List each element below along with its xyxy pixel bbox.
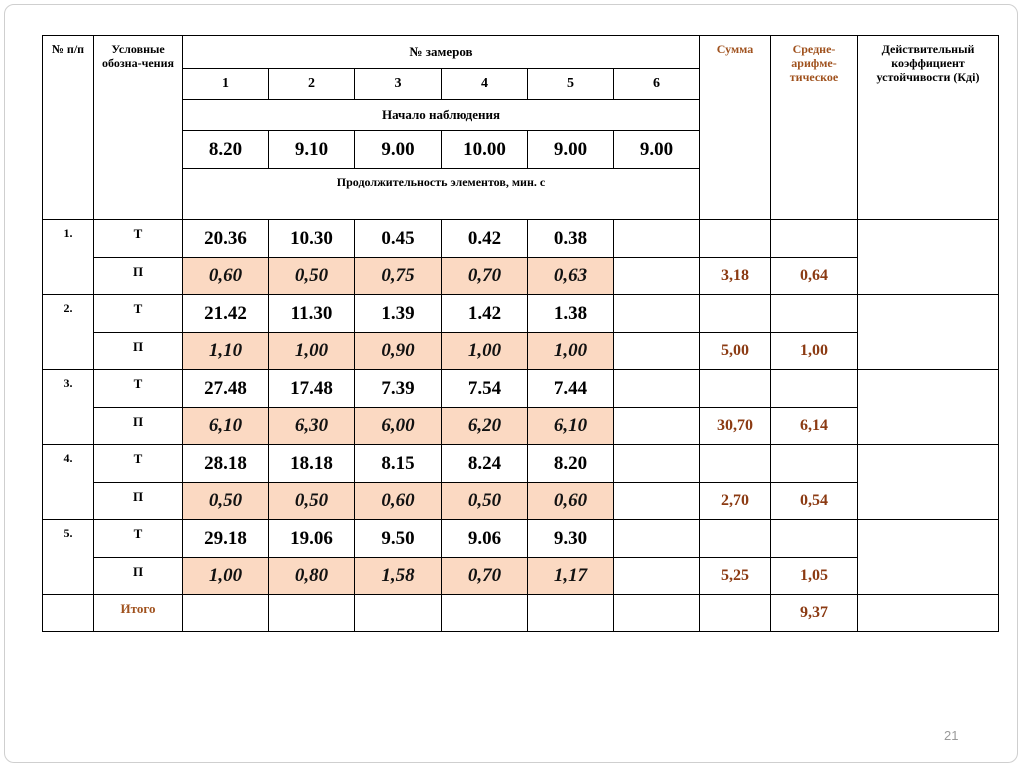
value-p: 1,00	[442, 333, 528, 370]
empty-cell	[771, 370, 858, 408]
sum-value: 30,70	[700, 408, 771, 445]
symbol-t: Т	[94, 370, 183, 408]
mean-value: 0,54	[771, 483, 858, 520]
empty-cell	[614, 408, 700, 445]
observation-table	[42, 35, 999, 632]
symbol-t: Т	[94, 220, 183, 258]
table-row	[43, 370, 999, 408]
table-row	[43, 558, 999, 595]
measure-number: 6	[614, 69, 700, 100]
value-t: 8.20	[528, 445, 614, 483]
header-coef: Действительный коэффициент устойчивости (Кдi)	[858, 36, 999, 220]
table-row	[43, 333, 999, 370]
empty-cell	[771, 295, 858, 333]
empty-cell	[43, 595, 94, 632]
table-row	[43, 483, 999, 520]
value-t: 10.30	[269, 220, 355, 258]
symbol-p: П	[94, 558, 183, 595]
empty-cell	[700, 520, 771, 558]
empty-cell	[614, 520, 700, 558]
table-row	[43, 520, 999, 558]
empty-cell	[614, 220, 700, 258]
value-t: 8.24	[442, 445, 528, 483]
empty-cell	[614, 595, 700, 632]
value-p: 1,00	[269, 333, 355, 370]
empty-cell	[614, 445, 700, 483]
value-t: 9.30	[528, 520, 614, 558]
start-time: 9.10	[269, 131, 355, 169]
value-p: 6,10	[183, 408, 269, 445]
empty-cell	[771, 220, 858, 258]
value-t: 21.42	[183, 295, 269, 333]
coef-cell	[858, 520, 999, 595]
value-p: 1,58	[355, 558, 442, 595]
table-row	[43, 258, 999, 295]
sum-value: 5,00	[700, 333, 771, 370]
empty-cell	[700, 220, 771, 258]
sum-value: 5,25	[700, 558, 771, 595]
value-t: 0.38	[528, 220, 614, 258]
header-mean: Средне-арифме-тическое	[771, 36, 858, 220]
coef-cell	[858, 295, 999, 370]
value-p: 0,60	[355, 483, 442, 520]
value-t: 9.06	[442, 520, 528, 558]
empty-cell	[771, 445, 858, 483]
empty-cell	[771, 520, 858, 558]
slide-number: 21	[944, 728, 959, 743]
value-t: 7.39	[355, 370, 442, 408]
row-number: 2.	[43, 295, 94, 370]
value-t: 1.38	[528, 295, 614, 333]
value-t: 1.42	[442, 295, 528, 333]
empty-cell	[614, 483, 700, 520]
start-time: 9.00	[528, 131, 614, 169]
symbol-p: П	[94, 408, 183, 445]
empty-cell	[269, 595, 355, 632]
coef-cell	[858, 220, 999, 295]
value-t: 7.54	[442, 370, 528, 408]
measure-number: 3	[355, 69, 442, 100]
value-p: 0,50	[269, 258, 355, 295]
mean-value: 0,64	[771, 258, 858, 295]
value-p: 0,60	[528, 483, 614, 520]
symbol-p: П	[94, 483, 183, 520]
value-p: 0,70	[442, 558, 528, 595]
mean-value: 1,05	[771, 558, 858, 595]
value-t: 27.48	[183, 370, 269, 408]
value-p: 0,50	[269, 483, 355, 520]
value-p: 0,60	[183, 258, 269, 295]
symbol-p: П	[94, 258, 183, 295]
value-p: 6,10	[528, 408, 614, 445]
row-number: 5.	[43, 520, 94, 595]
value-t: 17.48	[269, 370, 355, 408]
value-t: 29.18	[183, 520, 269, 558]
value-t: 11.30	[269, 295, 355, 333]
symbol-t: Т	[94, 295, 183, 333]
coef-cell	[858, 370, 999, 445]
sum-value: 2,70	[700, 483, 771, 520]
value-p: 1,17	[528, 558, 614, 595]
value-p: 0,75	[355, 258, 442, 295]
empty-cell	[355, 595, 442, 632]
total-label: Итого	[94, 595, 183, 632]
empty-cell	[614, 333, 700, 370]
empty-cell	[858, 595, 999, 632]
value-t: 19.06	[269, 520, 355, 558]
row-number: 4.	[43, 445, 94, 520]
total-mean: 9,37	[771, 595, 858, 632]
measure-number: 2	[269, 69, 355, 100]
measure-number: 1	[183, 69, 269, 100]
empty-cell	[700, 295, 771, 333]
header-start: Начало наблюдения	[183, 100, 700, 131]
value-p: 6,30	[269, 408, 355, 445]
empty-cell	[528, 595, 614, 632]
empty-cell	[614, 295, 700, 333]
value-t: 0.45	[355, 220, 442, 258]
value-t: 28.18	[183, 445, 269, 483]
value-p: 6,00	[355, 408, 442, 445]
empty-cell	[614, 258, 700, 295]
value-p: 0,50	[183, 483, 269, 520]
value-t: 1.39	[355, 295, 442, 333]
header-no: № п/п	[43, 36, 94, 220]
table-row	[43, 220, 999, 258]
empty-cell	[183, 595, 269, 632]
value-p: 6,20	[442, 408, 528, 445]
empty-cell	[614, 370, 700, 408]
empty-cell	[700, 370, 771, 408]
value-p: 0,50	[442, 483, 528, 520]
row-number: 1.	[43, 220, 94, 295]
value-t: 7.44	[528, 370, 614, 408]
symbol-t: Т	[94, 520, 183, 558]
value-p: 0,63	[528, 258, 614, 295]
empty-cell	[614, 558, 700, 595]
measure-number: 4	[442, 69, 528, 100]
empty-cell	[700, 595, 771, 632]
header-sum: Сумма	[700, 36, 771, 220]
symbol-p: П	[94, 333, 183, 370]
row-number: 3.	[43, 370, 94, 445]
value-p: 0,70	[442, 258, 528, 295]
empty-cell	[442, 595, 528, 632]
start-time: 10.00	[442, 131, 528, 169]
measure-number: 5	[528, 69, 614, 100]
value-t: 0.42	[442, 220, 528, 258]
value-p: 1,00	[183, 558, 269, 595]
sum-value: 3,18	[700, 258, 771, 295]
value-t: 20.36	[183, 220, 269, 258]
coef-cell	[858, 445, 999, 520]
mean-value: 1,00	[771, 333, 858, 370]
value-p: 0,90	[355, 333, 442, 370]
table-row	[43, 408, 999, 445]
table-row	[43, 445, 999, 483]
start-time: 9.00	[614, 131, 700, 169]
symbol-t: Т	[94, 445, 183, 483]
value-t: 8.15	[355, 445, 442, 483]
value-p: 1,00	[528, 333, 614, 370]
total-row	[43, 595, 999, 632]
header-duration: Продолжительность элементов, мин. с	[183, 169, 700, 220]
value-t: 18.18	[269, 445, 355, 483]
value-t: 9.50	[355, 520, 442, 558]
table-row	[43, 295, 999, 333]
start-time: 8.20	[183, 131, 269, 169]
header-symbols: Условные обозна-чения	[94, 36, 183, 220]
mean-value: 6,14	[771, 408, 858, 445]
value-p: 0,80	[269, 558, 355, 595]
header-measurements: № замеров	[183, 36, 700, 69]
start-time: 9.00	[355, 131, 442, 169]
value-p: 1,10	[183, 333, 269, 370]
empty-cell	[700, 445, 771, 483]
